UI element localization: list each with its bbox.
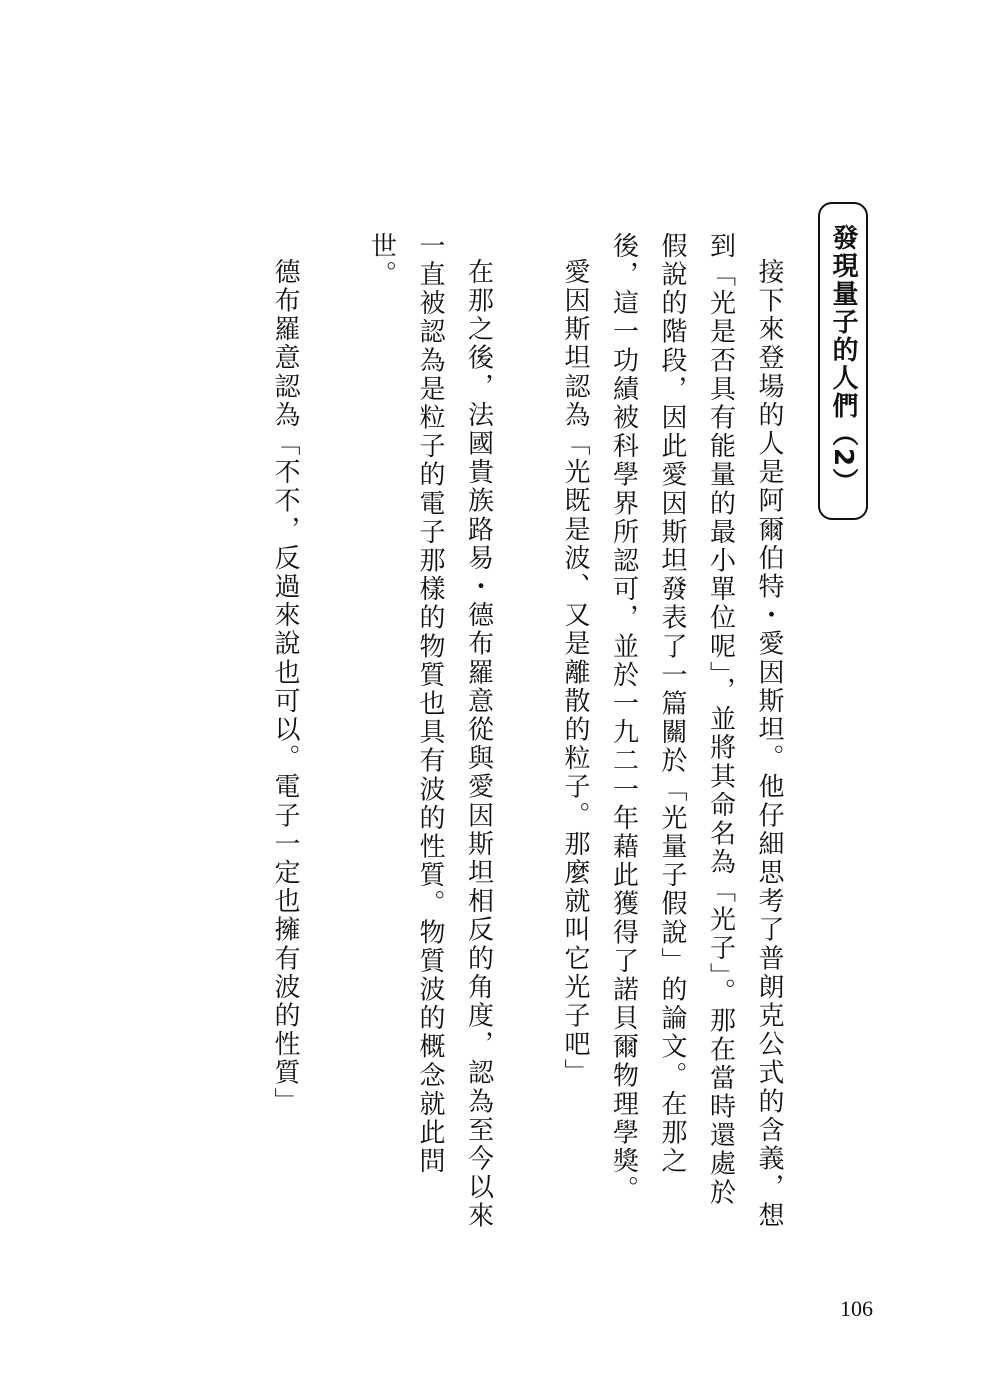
paragraph-3: 在那之後，法國貴族路易・德布羅意從與愛因斯坦相反的角度，認為至今以來一直被認為是粒子的電子那樣的物質也具有波的性質。物質波的概念就此問世。 xyxy=(366,232,494,1231)
paragraph-4: 德布羅意認為「不不，反過來說也可以。電子一定也擁有波的性質」 xyxy=(270,258,300,1116)
section-heading: 發現量子的人們（2） xyxy=(828,224,858,497)
paragraph-2: 愛因斯坦認為「光既是波、又是離散的粒子。那麼就叫它光子吧」 xyxy=(560,258,590,1088)
body-text xyxy=(213,232,794,1232)
page-number: 106 xyxy=(840,1296,873,1321)
paragraph-1: 接下來登場的人是阿爾伯特・愛因斯坦。他仔細思考了普朗克公式的含義，想到「光是否具有能量的最小單位呢」，並將其命名為「光子」。那在當時還處於假說的階段，因此愛因斯坦發表了一篇關於「光量子假說」的論文。在那之後，這一功績被科學界所認可，並於一九二一年藉此獲得了諾貝爾物理學獎。 xyxy=(608,232,784,1231)
section-heading-box xyxy=(818,202,868,520)
